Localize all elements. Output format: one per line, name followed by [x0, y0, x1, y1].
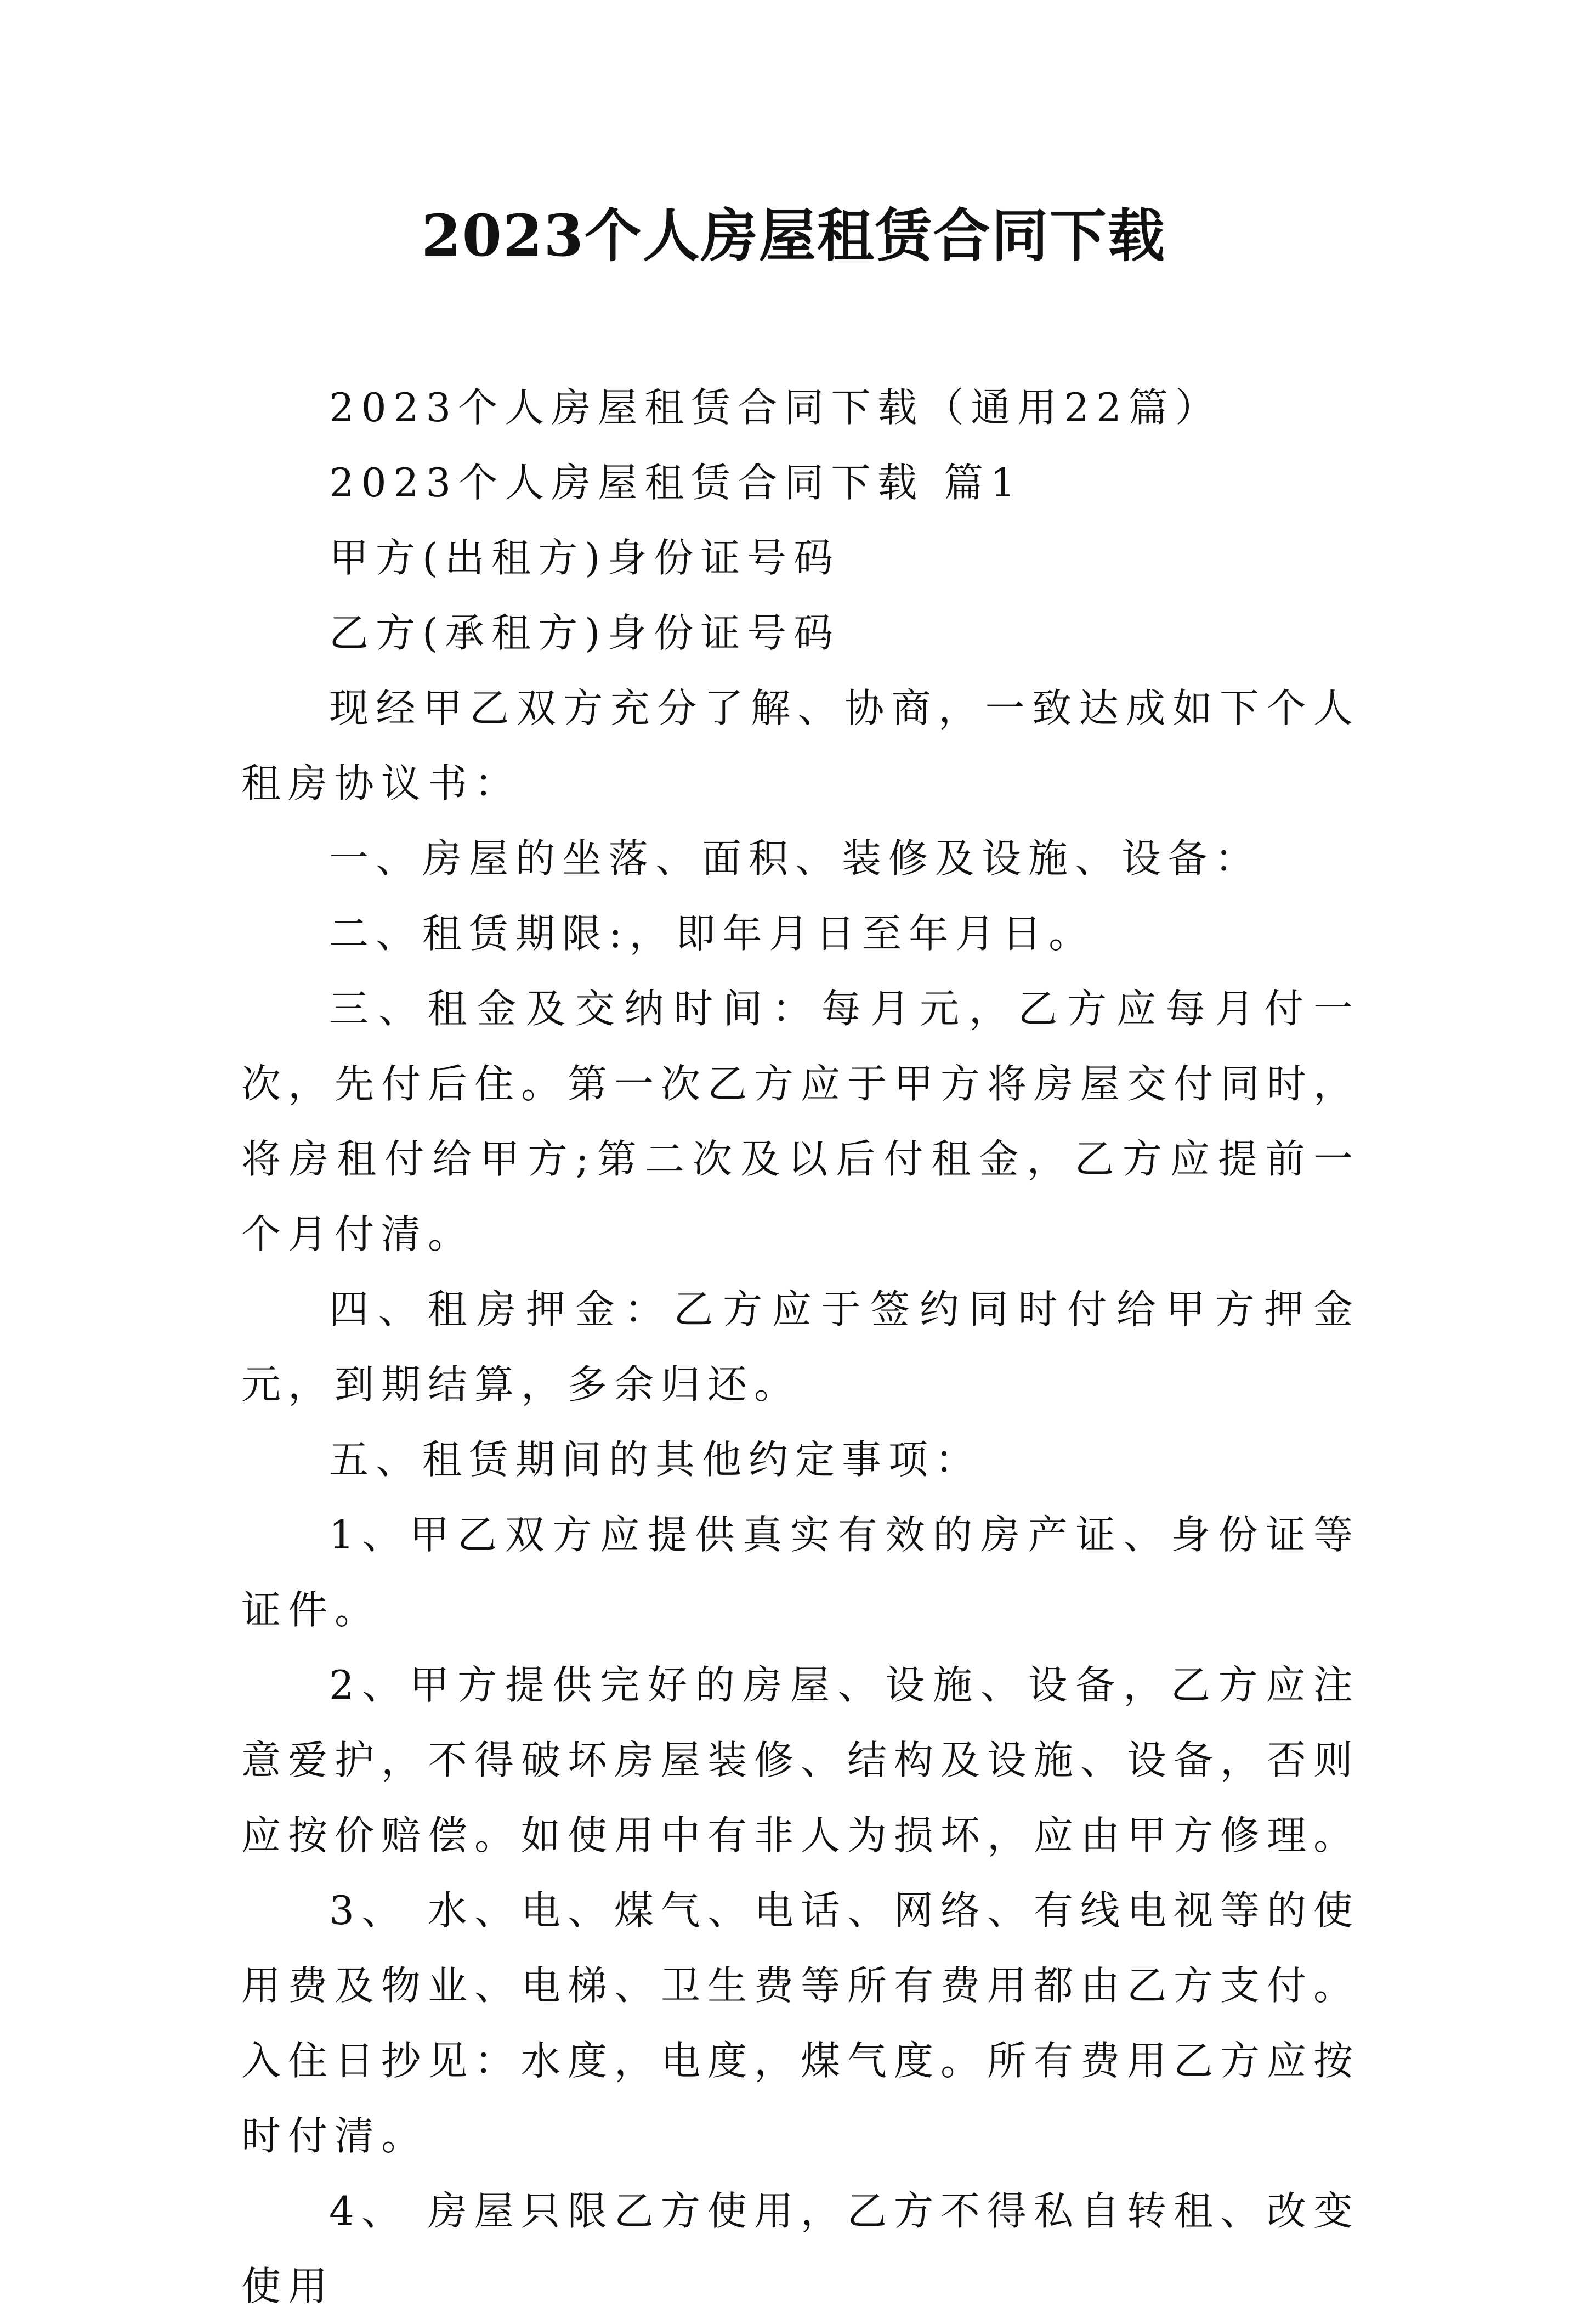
- document-title: 2023个人房屋租赁合同下载: [421, 202, 1166, 269]
- paragraph-item-4: 4、 房屋只限乙方使用，乙方不得私自转租、改变使用: [241, 2188, 1360, 2309]
- paragraph-section-heading: 2023个人房屋租赁合同下载 篇1: [329, 460, 1023, 506]
- paragraph-party-a: 甲方(出租方)身份证号码: [329, 535, 841, 581]
- document-body: [241, 370, 1360, 2324]
- paragraph-clause-2: 二、租赁期限:，即年月日至年月日。: [329, 911, 1096, 957]
- paragraph-agreement-intro: 现经甲乙双方充分了解、协商，一致达成如下个人租房协议书：: [241, 685, 1360, 806]
- paragraph-clause-4: 四、租房押金：乙方应于签约同时付给甲方押金元，到期结算，多余归还。: [241, 1286, 1360, 1407]
- paragraph-subtitle: 2023个人房屋租赁合同下载（通用22篇）: [329, 384, 1222, 431]
- paragraph-clause-1: 一、房屋的坐落、面积、装修及设施、设备：: [329, 835, 1262, 881]
- paragraph-item-1: 1、甲乙双方应提供真实有效的房产证、身份证等证件。: [241, 1512, 1360, 1633]
- paragraph-item-3: 3、 水、电、煤气、电话、网络、有线电视等的使用费及物业、电梯、卫生费等所有费用都由乙方支付。入住日抄见：水度，电度，煤气度。所有费用乙方应按时付清。: [241, 1887, 1361, 2159]
- paragraph-party-b: 乙方(承租方)身份证号码: [329, 610, 841, 656]
- paragraph-clause-5: 五、租赁期间的其他约定事项：: [329, 1437, 982, 1483]
- paragraph-item-2: 2、甲方提供完好的房屋、设施、设备，乙方应注意爱护，不得破坏房屋装修、结构及设施、设备，否则应按价赔偿。如使用中有非人为损坏，应由甲方修理。: [241, 1662, 1361, 1858]
- paragraph-clause-3: 三、租金及交纳时间：每月元，乙方应每月付一次，先付后住。第一次乙方应于甲方将房屋交付同时，将房租付给甲方;第二次及以后付租金，乙方应提前一个月付清。: [241, 986, 1361, 1257]
